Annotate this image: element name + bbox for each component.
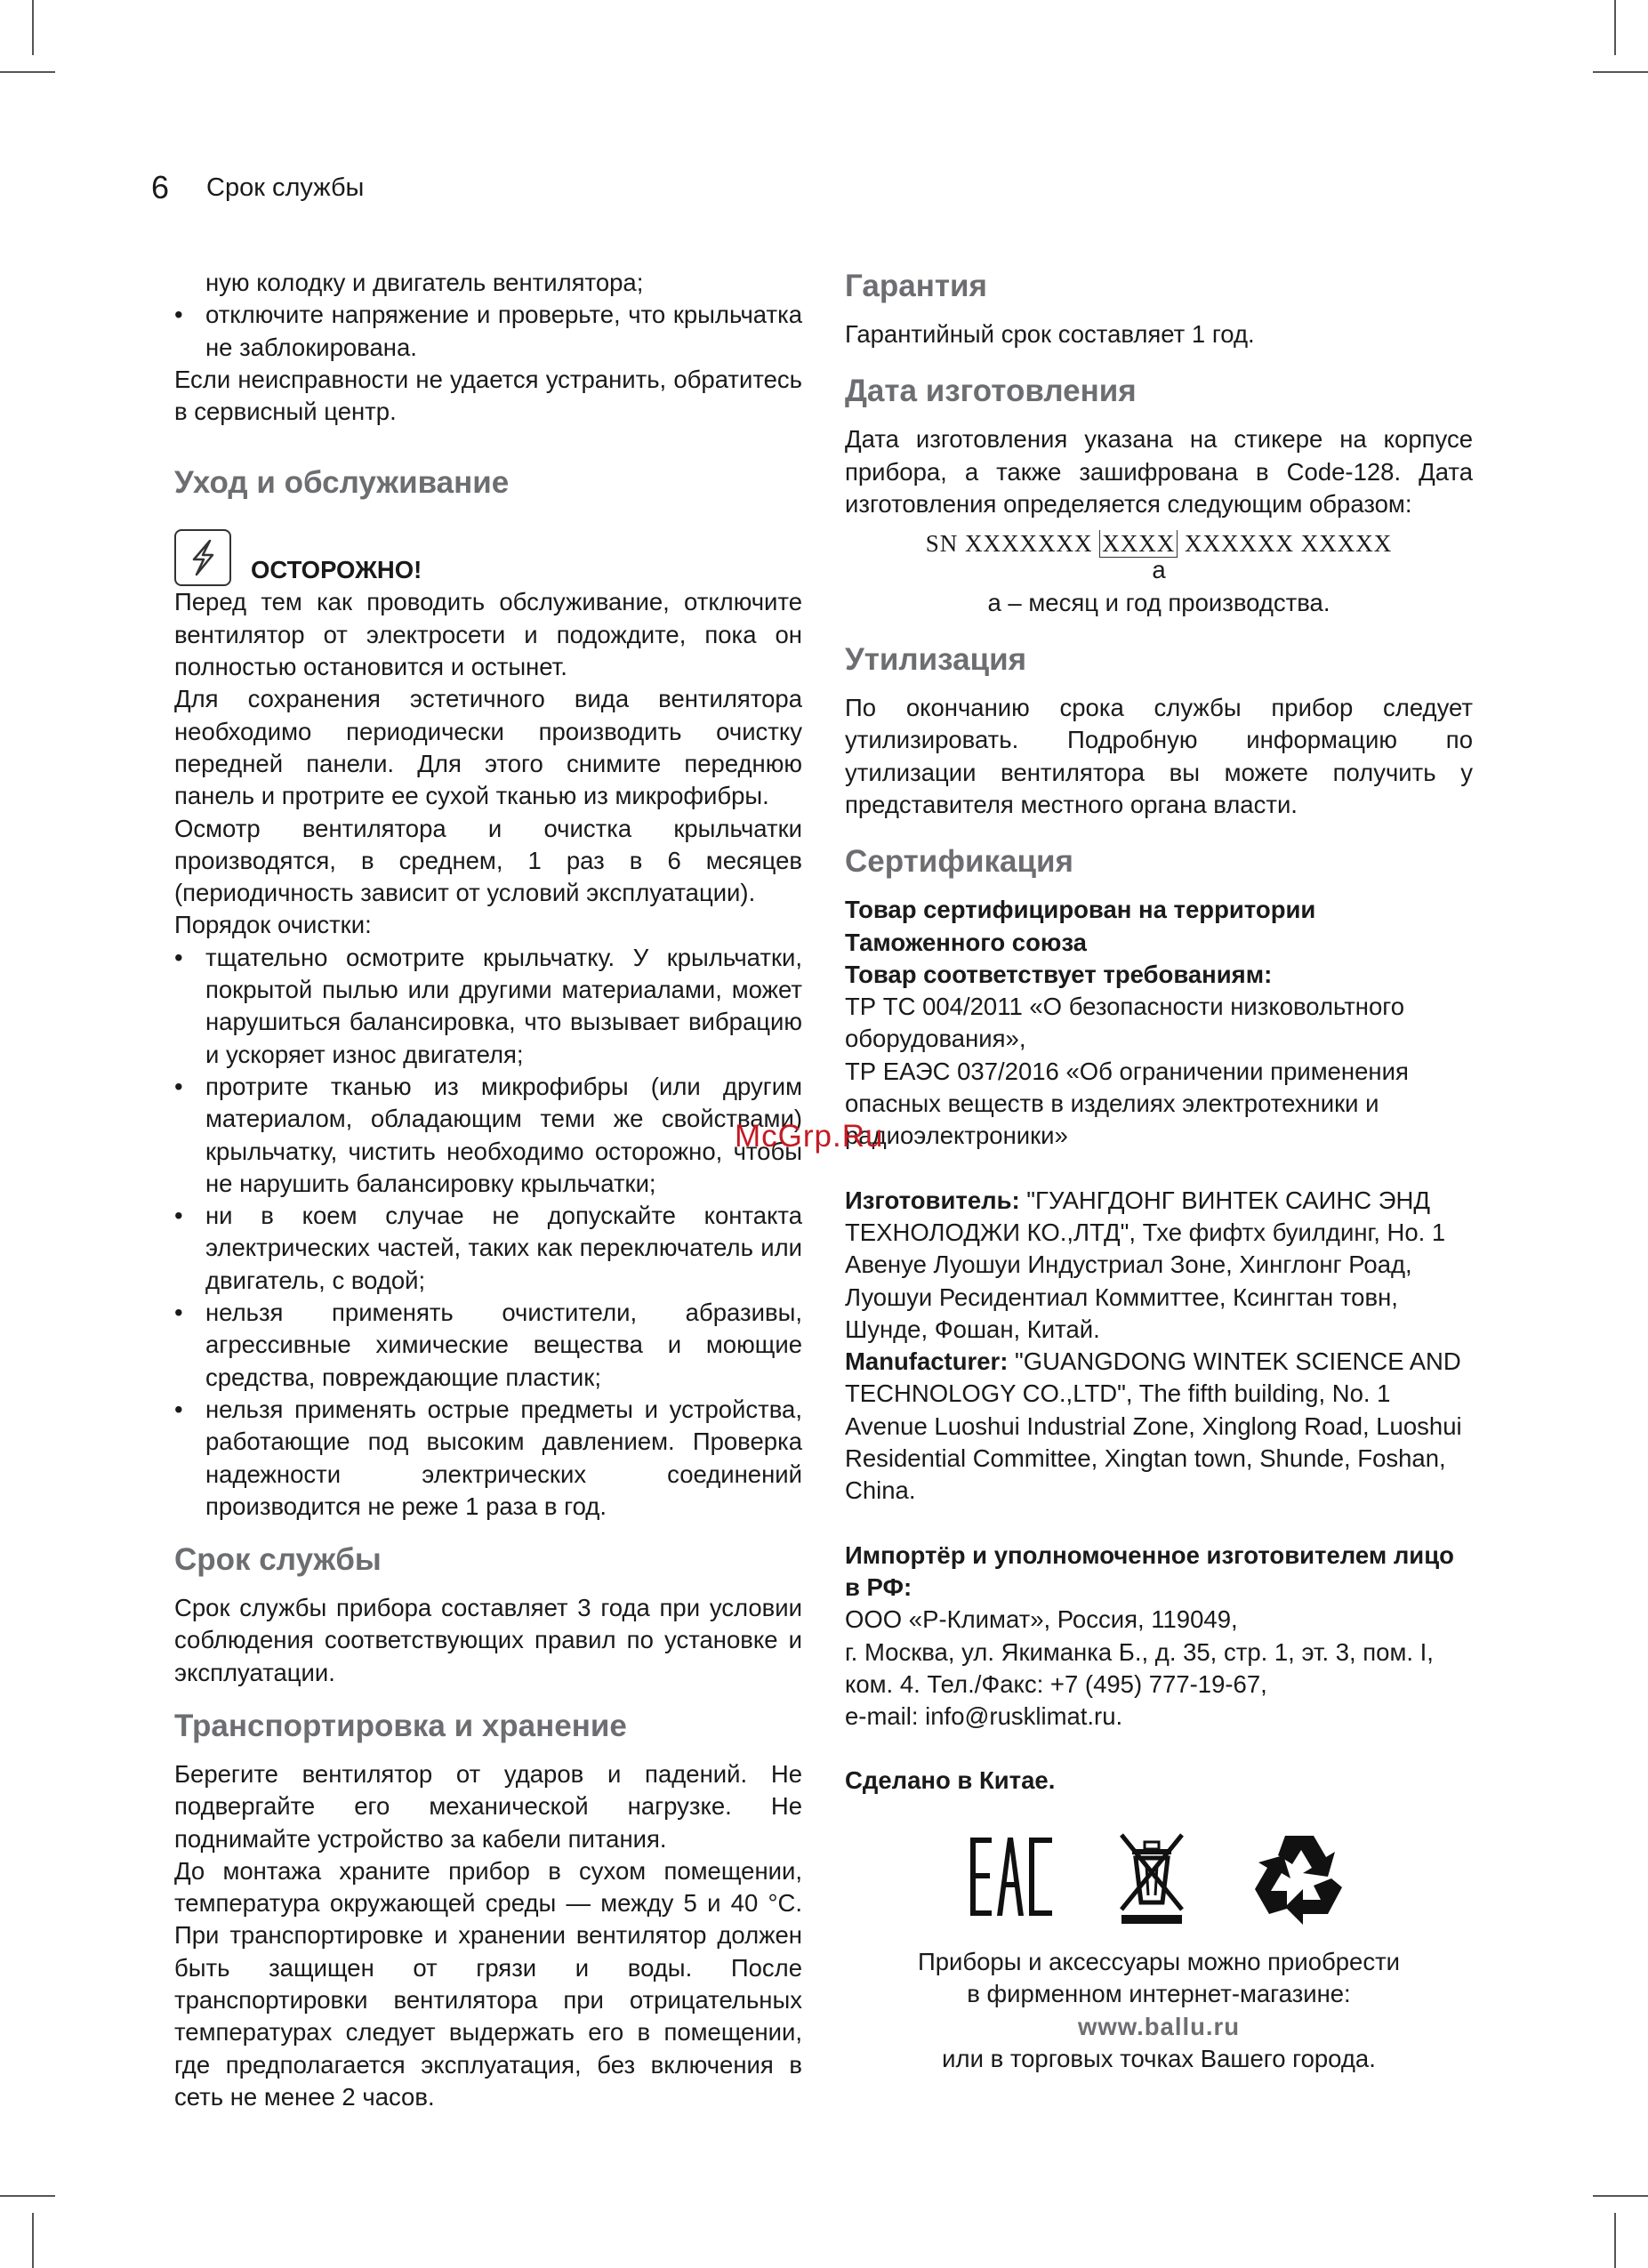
section-title-warranty: Гарантия — [845, 269, 987, 303]
intro-continuation: ную колодку и двигатель вентилятора; — [205, 269, 644, 296]
sn-legend: a – месяц и год производства. — [987, 588, 1330, 616]
importer-label: Импортёр и уполномоченное изготовителем лицо в РФ: — [845, 1540, 1454, 1601]
section-title-certification: Сертификация — [845, 844, 1073, 880]
warranty-text: Гарантийный срок составляет 1 год. — [845, 320, 1255, 348]
crossed-bin-icon — [1116, 1828, 1187, 1934]
manufacture-date-text: Дата изготовления указана на стикере на корпусе прибора, а также зашифрована в Code-128. Дата изготовления определяется следующим образом: — [845, 425, 1473, 518]
list-item: • тщательно осмотрите крыльчатку. У крыльчатки, покрытой пылью или другими материалами, может нарушиться балансировка, что вызывает вибрацию и ускоряет износ двигателя; — [174, 942, 802, 1071]
importer-email: e-mail: info@rusklimat.ru. — [845, 1702, 1123, 1731]
service-life-text: Срок службы прибора составляет 3 года при условии соблюдения соответствующих правил по установке и эксплуатации. — [174, 1594, 802, 1686]
crop-mark — [32, 0, 34, 55]
manufacturer-en — [845, 1346, 1473, 1507]
crop-mark — [0, 71, 55, 73]
sn-suffix: XXXXXX XXXXX — [1185, 530, 1393, 558]
list-item: • нельзя применять острые предметы и устройства, работающие под высоким давлением. Проверка надежности электрических соединений производится не реже 1 раза в год. — [174, 1394, 802, 1523]
certification-line: Товар соответствует требованиям: — [845, 960, 1273, 988]
warning-label: ОСТОРОЖНО! — [251, 556, 422, 584]
intro-note: Если неисправности не удается устранить, обратитесь в сервисный центр. — [174, 365, 802, 426]
section-title-care: Уход и обслуживание — [174, 465, 510, 501]
care-paragraph: Для сохранения эстетичного вида вентилятора необходимо периодически производить очистку передней панели. Для этого снимите переднюю панель и протрите ее сухой тканью из микрофибры. — [174, 685, 802, 810]
manufacturer-ru-label: Изготовитель: — [845, 1186, 1020, 1214]
section-title-transport: Транспортировка и хранение — [174, 1708, 627, 1743]
certification-line: Товар сертифицирован на территории — [845, 896, 1316, 924]
section-title-disposal: Утилизация — [845, 642, 1027, 678]
intro-list — [174, 299, 802, 364]
recycle-icon — [1250, 1829, 1349, 1933]
page-number: 6 — [151, 169, 170, 205]
list-item: • протрите тканью из микрофибры (или другим материалом, обладающим теми же свойствами) крыльчатку, чистить необходимо осторожно, чтобы не нарушить балансировку крыльчатки; — [174, 1071, 802, 1200]
sn-marker: a — [1152, 556, 1166, 584]
certification-line: ТР ЕАЭС 037/2016 «Об ограничении применения опасных веществ в изделиях электротехники и радиоэлектроники» — [845, 1057, 1409, 1150]
crop-mark — [1593, 2195, 1648, 2197]
certification-marks — [845, 1828, 1473, 1934]
list-item: • отключите напряжение и проверьте, что крыльчатка не заблокирована. — [174, 299, 802, 364]
care-paragraph: Осмотр вентилятора и очистка крыльчатки производятся, в среднем, 1 раз в 6 месяцев (периодичность зависит от условий эксплуатации). — [174, 814, 802, 907]
lightning-warning-icon — [174, 529, 231, 586]
shop-line: или в торговых точках Вашего города. — [942, 2044, 1376, 2072]
transport-paragraph: Берегите вентилятор от ударов и падений. Не подвергайте его механической нагрузке. Не поднимайте устройство за кабели питания. — [174, 1759, 802, 1853]
manufacturer-en-text: "GUANGDONG WINTEK SCIENCE AND TECHNOLOGY CO.,LTD", The fifth building, No. 1 Avenue Luoshui Industrial Zone, Xinglong Road, Luoshui Residential Committee, Xingtan town, Shunde, Foshan, China. — [845, 1347, 1462, 1505]
section-title-manufacture-date: Дата изготовления — [845, 374, 1137, 409]
list-item: • нельзя применять очистители, абразивы, агрессивные химические вещества и моющие средства, повреждающие пластик; — [174, 1297, 802, 1394]
shop-line: Приборы и аксессуары можно приобрести — [917, 1947, 1401, 1975]
crop-mark — [1614, 2213, 1616, 2268]
watermark: McGrp.Ru — [735, 1119, 884, 1154]
importer-line: г. Москва, ул. Якиманка Б., д. 35, стр. 1, эт. 3, пом. I, ком. 4. Тел./Факс: +7 (495) 777-19-67, — [845, 1637, 1434, 1698]
care-paragraph: Порядок очистки: — [174, 911, 372, 939]
right-column — [845, 267, 1473, 2075]
page-header — [151, 165, 364, 210]
certification-line: ТР ТС 004/2011 «О безопасности низковольтного оборудования», — [845, 993, 1404, 1053]
warning-block — [174, 529, 802, 586]
manufacturer-ru — [845, 1185, 1473, 1346]
warning-text: Перед тем как проводить обслуживание, отключите вентилятор от электросети и подождите, пока он полностью остановится и остынет. — [174, 588, 802, 681]
crop-mark — [32, 2213, 34, 2268]
made-in: Сделано в Китае. — [845, 1766, 1056, 1795]
list-item: • ни в коем случае не допускайте контакта электрических частей, таких как переключатель или двигатель, с водой; — [174, 1200, 802, 1297]
cleaning-steps-list — [174, 942, 802, 1523]
section-title-service-life: Срок службы — [174, 1542, 382, 1578]
certification-line: Таможенного союза — [845, 928, 1087, 956]
crop-mark — [1614, 0, 1616, 55]
eac-mark — [969, 1836, 1054, 1926]
transport-paragraph: До монтажа храните прибор в сухом помещении, температура окружающей среды — между 5 и 40 °C. При транспортировке и хранении вентилятор должен быть защищен от грязи и воды. После транспортировки вентилятора при отрицательных температурах следует выдержать его в помещении, где предполагается эксплуатация, без включения в сеть не менее 2 часов. — [174, 1856, 802, 2111]
shop-line: в фирменном интернет-магазине: — [967, 1980, 1351, 2008]
manufacturer-en-label: Manufacturer: — [845, 1347, 1009, 1376]
sn-marked-segment: XXXX — [1099, 530, 1178, 558]
crop-mark — [0, 2195, 55, 2197]
running-title: Срок службы — [206, 173, 365, 202]
sn-prefix: SN XXXXXXX — [925, 530, 1093, 558]
disposal-text: По окончанию срока службы прибор следует утилизировать. Подробную информацию по утилизации вентилятора вы можете получить у представителя местного органа власти. — [845, 694, 1473, 818]
crop-mark — [1593, 71, 1648, 73]
importer-line: ООО «Р-Климат», Россия, 119049, — [845, 1605, 1238, 1634]
shop-url: www.ballu.ru — [1077, 2012, 1241, 2040]
manufacturer-ru-text: "ГУАНГДОНГ ВИНТЕК САИНС ЭНД ТЕХНОЛОДЖИ КО.,ЛТД", Тхе фифтх буилдинг, Но. 1 Авенуе Луошуи Индустриал Зоне, Хинглонг Роад, Луошуи Ресидентиал Коммиттее, Ксингтан товн, Шунде, Фошан, Китай. — [845, 1186, 1446, 1343]
left-column — [174, 267, 802, 2113]
